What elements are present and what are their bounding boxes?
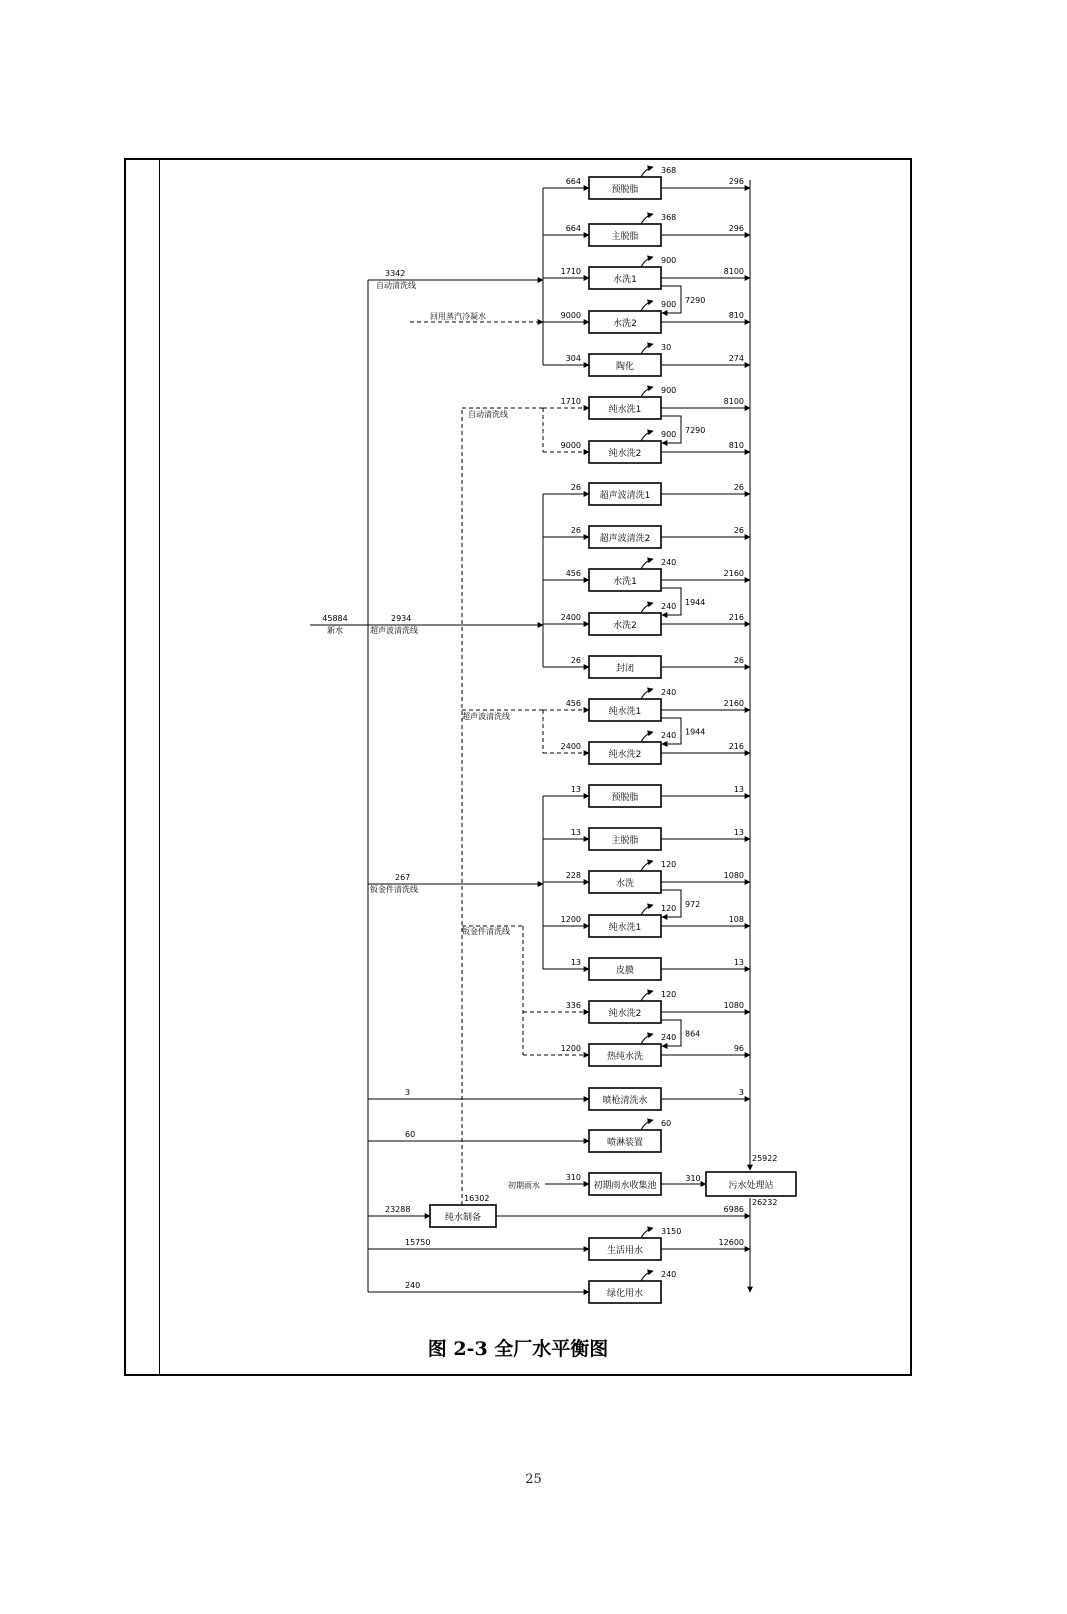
sheet-pure-label: 钣金件清洗线 bbox=[462, 927, 510, 936]
unit-out-value: 8100 bbox=[723, 397, 744, 406]
unit-in-value: 13 bbox=[570, 828, 581, 837]
unit-loss-value: 60 bbox=[661, 1119, 672, 1128]
unit-recycle-value: 7290 bbox=[685, 296, 706, 305]
unit-label: 生活用水 bbox=[606, 1246, 644, 1256]
unit-loss-value: 900 bbox=[661, 300, 677, 309]
unit-in-value: 1200 bbox=[560, 1044, 581, 1053]
auto-line-value: 3342 bbox=[385, 269, 406, 278]
unit-out-value: 2160 bbox=[723, 569, 744, 578]
wwtp-out-value: 26232 bbox=[752, 1198, 778, 1207]
unit-label: 水洗1 bbox=[613, 275, 637, 285]
unit-in-value: 26 bbox=[570, 483, 581, 492]
unit-loss-value: 240 bbox=[661, 688, 677, 697]
unit-label: 主脱脂 bbox=[611, 836, 639, 846]
loss-arrow bbox=[641, 387, 653, 397]
unit-out-value: 1080 bbox=[723, 871, 744, 880]
unit-out-value: 310 bbox=[685, 1174, 701, 1183]
unit-in-value: 336 bbox=[565, 1001, 581, 1010]
unit-loss-value: 240 bbox=[661, 602, 677, 611]
source-label: 新水 bbox=[327, 626, 343, 635]
unit-in-value: 60 bbox=[405, 1130, 416, 1139]
unit-label: 预脱脂 bbox=[611, 185, 639, 195]
unit-label: 水洗2 bbox=[613, 621, 637, 631]
auto-line-label: 自动清洗线 bbox=[376, 281, 416, 290]
unit-out-value: 26 bbox=[733, 526, 744, 535]
wwtp-in-value: 25922 bbox=[752, 1154, 778, 1163]
pure-water-out-value: 16302 bbox=[464, 1194, 490, 1203]
unit-label: 皮膜 bbox=[615, 966, 635, 976]
unit-out-value: 216 bbox=[728, 613, 744, 622]
unit-in-value: 310 bbox=[565, 1173, 581, 1182]
ultra-line-value: 2934 bbox=[391, 614, 412, 623]
unit-loss-value: 240 bbox=[661, 1270, 677, 1279]
unit-in-value: 664 bbox=[565, 177, 581, 186]
unit-in-value: 228 bbox=[565, 871, 581, 880]
unit-recycle-value: 7290 bbox=[685, 426, 706, 435]
unit-loss-value: 3150 bbox=[661, 1227, 682, 1236]
unit-out-value: 296 bbox=[728, 224, 744, 233]
unit-loss-value: 900 bbox=[661, 256, 677, 265]
unit-out-value: 13 bbox=[733, 958, 744, 967]
unit-loss-value: 120 bbox=[661, 904, 677, 913]
unit-recycle-value: 1944 bbox=[685, 598, 706, 607]
figure-caption: 图 2-3 全厂水平衡图 bbox=[427, 1338, 609, 1360]
pure-water-in-value: 23288 bbox=[385, 1205, 411, 1214]
unit-label: 超声波清洗1 bbox=[599, 491, 651, 501]
unit-label: 热纯水洗 bbox=[606, 1052, 644, 1062]
loss-arrow bbox=[641, 559, 653, 569]
unit-in-value: 9000 bbox=[560, 441, 581, 450]
sheet-line-label: 钣金件清洗线 bbox=[370, 885, 418, 894]
loss-arrow bbox=[641, 214, 653, 224]
unit-out-value: 216 bbox=[728, 742, 744, 751]
unit-in-value: 15750 bbox=[405, 1238, 431, 1247]
unit-recycle-value: 1944 bbox=[685, 727, 706, 737]
unit-out-value: 3 bbox=[738, 1088, 744, 1097]
unit-in-value: 26 bbox=[570, 656, 581, 665]
ultra-line-label: 超声波清洗线 bbox=[370, 626, 418, 635]
unit-loss-value: 240 bbox=[661, 731, 677, 740]
unit-loss-value: 368 bbox=[661, 213, 677, 222]
unit-in-value: 240 bbox=[405, 1281, 421, 1290]
auto-pure-label: 自动清洗线 bbox=[468, 410, 508, 419]
unit-label: 初期雨水收集池 bbox=[593, 1181, 657, 1191]
loss-arrow bbox=[641, 257, 653, 267]
loss-arrow bbox=[641, 431, 653, 441]
unit-label: 预脱脂 bbox=[611, 793, 639, 803]
unit-in-value: 2400 bbox=[560, 742, 581, 751]
unit-label: 主脱脂 bbox=[611, 232, 639, 242]
unit-out-value: 26 bbox=[733, 656, 744, 665]
unit-out-value: 274 bbox=[728, 354, 744, 363]
pure-water-waste-value: 6986 bbox=[723, 1205, 744, 1214]
loss-arrow bbox=[641, 1228, 653, 1238]
loss-arrow bbox=[641, 167, 653, 177]
unit-in-value: 2400 bbox=[560, 613, 581, 622]
loss-arrow bbox=[641, 991, 653, 1001]
unit-loss-value: 900 bbox=[661, 386, 677, 395]
loss-arrow bbox=[641, 1034, 653, 1044]
loss-arrow bbox=[641, 603, 653, 613]
rain-source-label: 初期雨水 bbox=[508, 1181, 540, 1190]
unit-in-value: 13 bbox=[570, 958, 581, 967]
unit-label: 陶化 bbox=[615, 362, 635, 372]
page-number: 25 bbox=[525, 1472, 542, 1487]
loss-arrow bbox=[641, 344, 653, 354]
loss-arrow bbox=[641, 1271, 653, 1281]
unit-out-value: 2160 bbox=[723, 699, 744, 708]
unit-out-value: 810 bbox=[728, 441, 744, 450]
loss-arrow bbox=[641, 301, 653, 311]
unit-out-value: 810 bbox=[728, 311, 744, 320]
source-value: 45884 bbox=[322, 614, 348, 623]
unit-label: 超声波清洗2 bbox=[599, 534, 651, 544]
unit-label: 纯水洗1 bbox=[608, 923, 642, 933]
unit-in-value: 1710 bbox=[560, 397, 581, 406]
unit-loss-value: 368 bbox=[661, 166, 677, 175]
unit-label: 纯水洗1 bbox=[608, 405, 642, 415]
unit-loss-value: 120 bbox=[661, 990, 677, 999]
unit-out-value: 13 bbox=[733, 828, 744, 837]
loss-arrow bbox=[641, 861, 653, 871]
unit-out-value: 108 bbox=[728, 915, 744, 924]
wwtp-label: 污水处理站 bbox=[728, 1181, 774, 1191]
unit-in-value: 304 bbox=[565, 354, 581, 363]
pure-water-label: 纯水制备 bbox=[444, 1213, 482, 1223]
unit-loss-value: 240 bbox=[661, 1033, 677, 1042]
unit-loss-value: 900 bbox=[661, 430, 677, 439]
sheet-line-value: 267 bbox=[395, 873, 411, 882]
unit-in-value: 9000 bbox=[560, 311, 581, 320]
unit-label: 纯水洗1 bbox=[608, 707, 642, 717]
unit-label: 封闭 bbox=[615, 664, 635, 674]
unit-in-value: 664 bbox=[565, 224, 581, 233]
unit-in-value: 3 bbox=[405, 1088, 411, 1097]
unit-label: 水洗 bbox=[615, 879, 635, 889]
unit-label: 水洗1 bbox=[613, 577, 637, 587]
unit-label: 喷淋装置 bbox=[606, 1138, 644, 1148]
unit-out-value: 12600 bbox=[718, 1238, 744, 1247]
unit-recycle-value: 972 bbox=[685, 900, 701, 909]
unit-label: 水洗2 bbox=[613, 319, 637, 329]
unit-out-value: 13 bbox=[733, 785, 744, 794]
unit-label: 纯水洗2 bbox=[608, 449, 642, 459]
unit-label: 纯水洗2 bbox=[608, 750, 642, 760]
unit-label: 绿化用水 bbox=[606, 1289, 644, 1299]
unit-out-value: 26 bbox=[733, 483, 744, 492]
loss-arrow bbox=[641, 689, 653, 699]
unit-loss-value: 30 bbox=[661, 343, 672, 352]
unit-out-value: 96 bbox=[733, 1044, 744, 1053]
unit-in-value: 456 bbox=[565, 699, 581, 708]
unit-loss-value: 120 bbox=[661, 860, 677, 869]
unit-out-value: 1080 bbox=[723, 1001, 744, 1010]
unit-loss-value: 240 bbox=[661, 558, 677, 567]
unit-label: 纯水洗2 bbox=[608, 1009, 642, 1019]
unit-recycle-value: 864 bbox=[685, 1029, 701, 1039]
unit-in-value: 1710 bbox=[560, 267, 581, 276]
loss-arrow bbox=[641, 905, 653, 915]
loss-arrow bbox=[641, 1120, 653, 1130]
ultra-pure-label: 超声波清洗线 bbox=[462, 712, 510, 721]
loss-arrow bbox=[641, 732, 653, 742]
unit-in-value: 13 bbox=[570, 785, 581, 794]
unit-out-value: 8100 bbox=[723, 267, 744, 276]
unit-out-value: 296 bbox=[728, 177, 744, 186]
unit-in-value: 456 bbox=[565, 569, 581, 578]
condensate-label: 回用蒸汽冷凝水 bbox=[430, 312, 486, 321]
unit-in-value: 1200 bbox=[560, 915, 581, 924]
unit-label: 喷枪清洗水 bbox=[602, 1096, 648, 1106]
unit-in-value: 26 bbox=[570, 526, 581, 535]
